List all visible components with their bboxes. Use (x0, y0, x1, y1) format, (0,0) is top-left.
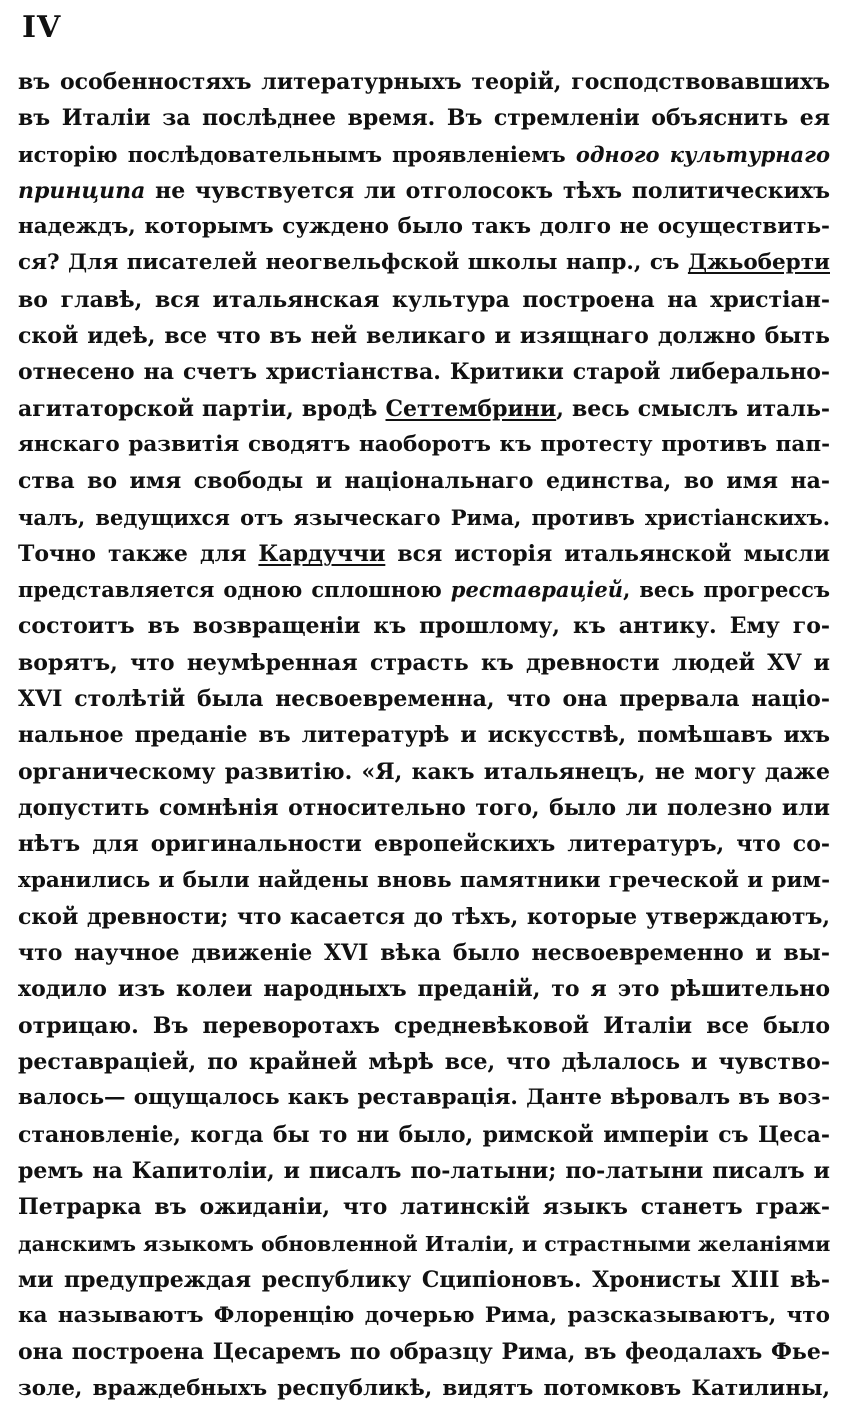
text-run: валось— ощущалось какъ реставрація. Данте вѣровалъ въ воз- (18, 1085, 830, 1111)
text-line (18, 790, 830, 826)
text-run: надеждъ, которымъ суждено было такъ долго не осуществить- (18, 214, 830, 240)
text-line (18, 717, 830, 753)
page-number: IV (22, 10, 62, 45)
text-line (18, 1153, 830, 1189)
text-run: ся? Для писателей неогвельфской школы напр., съ (18, 250, 688, 276)
text-line (18, 1262, 830, 1298)
text-run: золе, враждебныхъ республикѣ, видятъ потомковъ Катилины, (18, 1375, 830, 1401)
text-run: исторію послѣдовательнымъ проявленіемъ (18, 141, 576, 167)
text-run: вся исторія итальянской мысли (385, 540, 830, 567)
text-line (18, 536, 830, 572)
text-run: въ Италіи за послѣднее время. Въ стремленіи объяснить ея (18, 105, 830, 132)
text-run: данскимъ языкомъ обновленной Италіи, и страстными желаніями (18, 1231, 830, 1256)
text-line (18, 1008, 830, 1044)
text-run: во главѣ, вся итальянская культура построена на христіан- (18, 286, 830, 313)
text-run: органическому развитію. «Я, какъ итальянецъ, не могу даже (18, 758, 830, 785)
text-run: нальное преданіе въ литературѣ и искусствѣ, помѣшавъ ихъ (18, 722, 830, 749)
text-line (18, 1371, 830, 1407)
text-line (18, 1334, 830, 1370)
text-run: Точно также для (18, 540, 259, 567)
text-run: допустить сомнѣнія относительно того, было ли полезно или (18, 794, 830, 821)
underlined-name: Джьоберти (687, 250, 830, 276)
body-text (18, 64, 830, 1407)
text-run: она построена Цесаремъ по образцу Рима, въ феодалахъ Фье- (18, 1339, 830, 1366)
text-run: , весь прогрессъ (623, 577, 830, 603)
text-run: состоитъ въ возвращеніи къ прошлому, къ антику. Ему го- (18, 613, 830, 640)
text-line (18, 899, 830, 935)
underlined-name: Кардуччи (258, 540, 386, 567)
text-run: ской древности; что касается до тѣхъ, которые утверждаютъ, (18, 903, 830, 930)
text-run: ми предупреждая республику Сципіоновъ. Хронисты XIII вѣ- (18, 1266, 830, 1293)
text-run: агитаторской партіи, вродѣ (18, 395, 386, 422)
text-line (18, 863, 830, 899)
text-line (18, 645, 830, 681)
text-run: въ особенностяхъ литературныхъ теорій, господствовавшихъ (18, 69, 830, 95)
text-run: ворятъ, что неумѣренная страсть къ древности людей XV и (18, 649, 830, 676)
text-line (18, 318, 830, 354)
text-run: ской идеѣ, все что въ ней великаго и изящнаго должно быть (18, 323, 830, 350)
text-line (18, 681, 830, 717)
text-run: нѣтъ для оригинальности европейскихъ литературъ, что со- (18, 831, 830, 858)
text-run: , весь смыслъ италь- (556, 395, 830, 422)
text-line (18, 391, 830, 427)
text-run: ремъ на Капитоліи, и писалъ по-латыни; по-латыни писалъ и (18, 1157, 830, 1184)
text-line (18, 971, 830, 1007)
text-line (18, 209, 830, 245)
text-run: чалъ, ведущихся отъ языческаго Рима, противъ христіанскихъ. (18, 504, 830, 530)
text-line (18, 173, 830, 209)
text-line (18, 1044, 830, 1080)
text-run: ка называютъ Флоренцію дочерью Рима, разсказываютъ, что (18, 1303, 830, 1329)
text-line (18, 463, 830, 499)
text-run: становленіе, когда бы то ни было, римской имперіи съ Цеса- (18, 1121, 830, 1148)
text-line (18, 500, 830, 536)
text-line (18, 1117, 830, 1153)
text-run: отрицаю. Въ переворотахъ средневѣковой Италіи все было (18, 1012, 830, 1039)
text-run: представляется одною сплошною (18, 577, 451, 603)
italic-text: одного культурнаго (575, 141, 830, 167)
text-run: что научное движеніе XVI вѣка было несвоевременно и вы- (18, 940, 830, 967)
text-line (18, 282, 830, 318)
text-line (18, 1080, 830, 1116)
text-run: Петрарка въ ожиданіи, что латинскій языкъ станетъ граж- (18, 1194, 830, 1221)
text-run: хранились и были найдены вновь памятники греческой и рим- (18, 867, 830, 893)
text-line (18, 826, 830, 862)
text-line (18, 64, 830, 100)
text-line (18, 572, 830, 608)
text-run: янскаго развитія сводятъ наоборотъ къ протесту противъ пап- (18, 431, 830, 457)
text-run: отнесено на счетъ христіанства. Критики старой либерально- (18, 359, 830, 386)
text-line (18, 100, 830, 136)
text-run: XVI столѣтій была несвоевременна, что она прервала націо- (18, 686, 830, 713)
text-line (18, 754, 830, 790)
text-run: реставраціей, по крайней мѣрѣ все, что дѣлалось и чувство- (18, 1049, 830, 1076)
text-run: ходило изъ колеи народныхъ преданій, то я это рѣшительно (18, 976, 830, 1003)
italic-text: реставраціей (450, 577, 624, 603)
text-line (18, 245, 830, 281)
text-line (18, 354, 830, 390)
text-line (18, 1189, 830, 1225)
text-line (18, 137, 830, 173)
underlined-name: Сеттембрини (385, 395, 557, 422)
text-line (18, 608, 830, 644)
text-run: ства во имя свободы и національнаго единства, во имя на- (18, 468, 830, 495)
text-line (18, 427, 830, 463)
text-run: не чувствуется ли отголосокъ тѣхъ политическихъ (145, 177, 830, 204)
text-line (18, 1226, 830, 1262)
italic-text: принципа (18, 177, 146, 204)
text-line (18, 935, 830, 971)
text-line (18, 1298, 830, 1334)
